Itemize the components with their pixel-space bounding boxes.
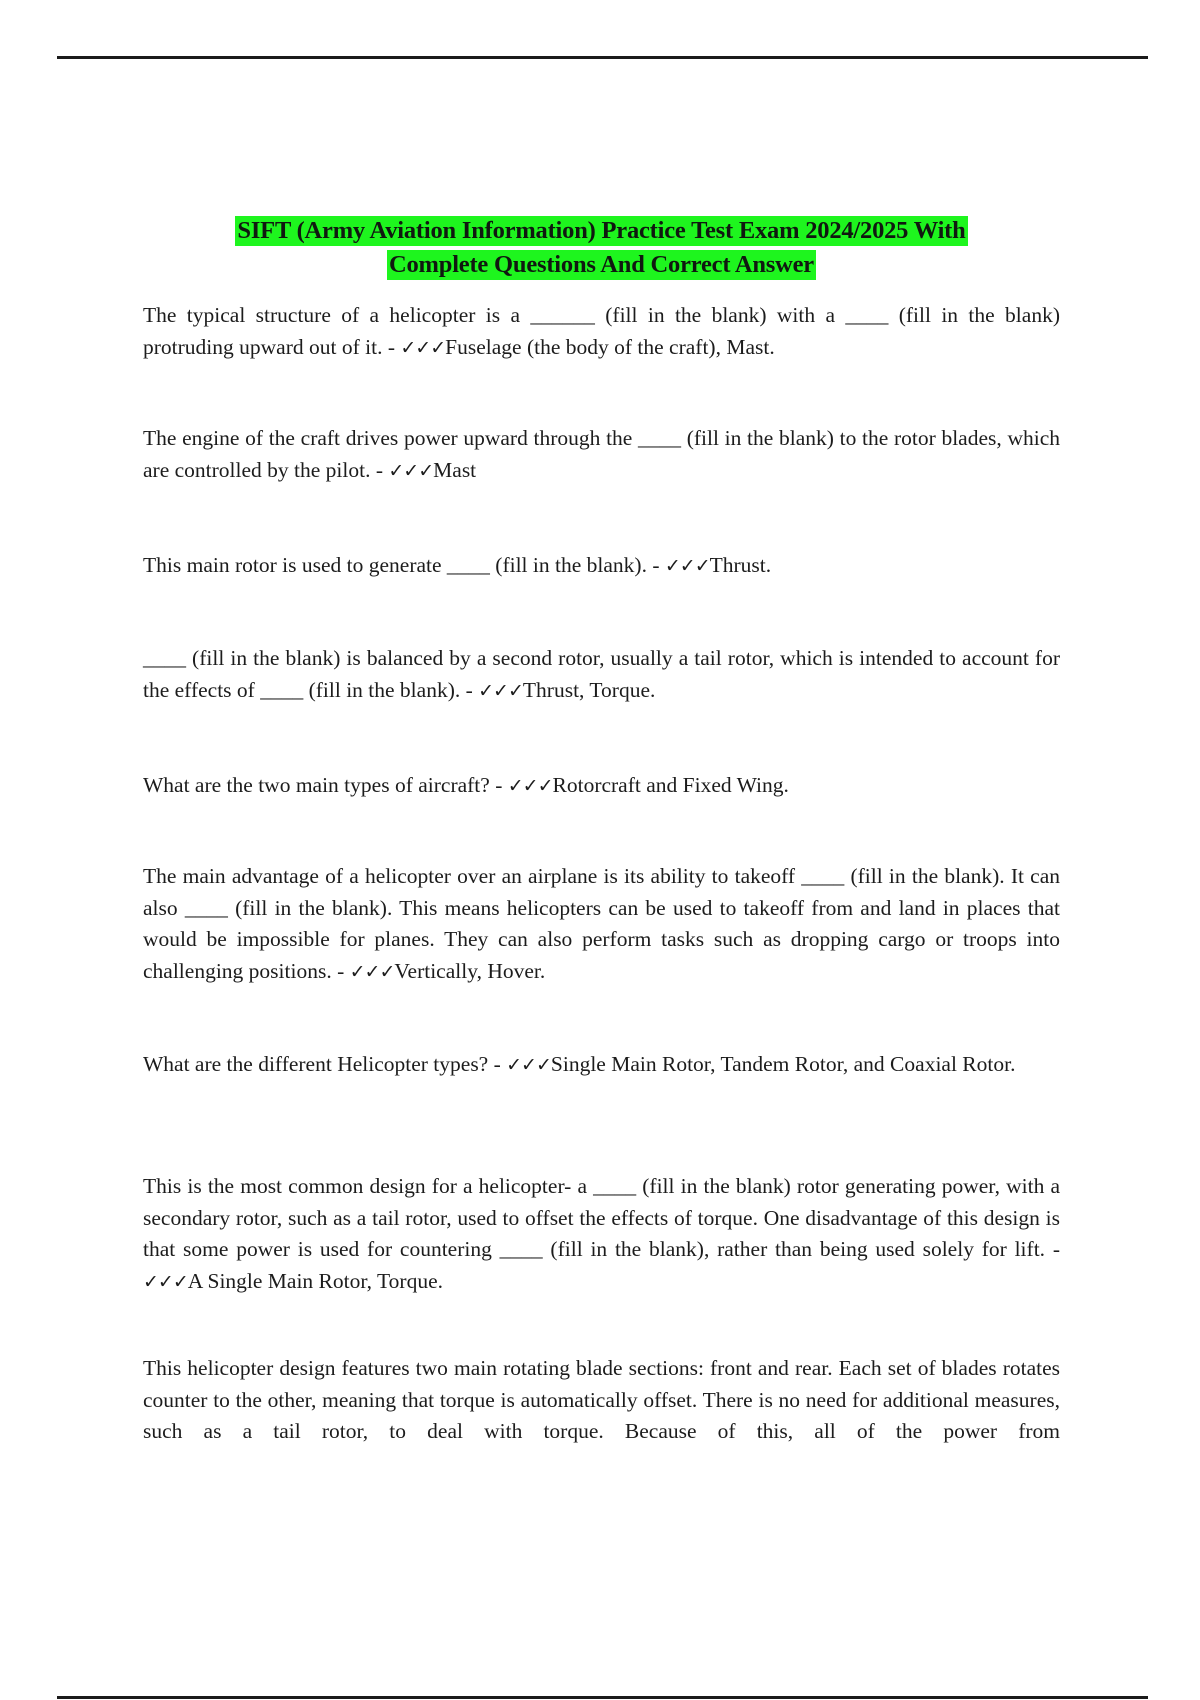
question-text: What are the two main types of aircraft? - — [143, 773, 508, 797]
answer-text: Fuselage (the body of the craft), Mast. — [445, 334, 775, 359]
question-text: ____ (fill in the blank) is balanced by a second rotor, usually a tail rotor, which is intended to account for the effects of ____ (fill in the blank). - — [143, 646, 1060, 702]
qa-item-2 — [143, 423, 1060, 487]
question-text: This helicopter design features two main rotating blade sections: front and rear. Each set of blades rotates counter to the other, meaning that torque is automatically offset. There is no need for additional measures, such as a tail rotor, to deal with torque. Because of this, all of the power from — [143, 1356, 1060, 1443]
answer-text: Thrust. — [709, 553, 772, 577]
qa-item-3 — [143, 550, 1060, 583]
check-marks-icon: ✓✓✓ — [143, 1270, 188, 1293]
question-text: This is the most common design for a helicopter- a ____ (fill in the blank) rotor generating power, with a secondary rotor, such as a tail rotor, used to offset the effects of torque. One disadvantage of this design is that some power is used for countering ____ (fill in the blank), rather than being used solely for lift. - — [143, 1174, 1060, 1261]
answer-text: Single Main Rotor, Tandem Rotor, and Coaxial Rotor. — [550, 1052, 1016, 1076]
check-marks-icon: ✓✓✓ — [478, 679, 523, 702]
qa-item-1 — [143, 300, 1060, 364]
qa-item-4 — [143, 643, 1060, 707]
check-marks-icon: ✓✓✓ — [506, 1054, 551, 1076]
qa-item-5 — [143, 770, 1060, 803]
check-marks-icon: ✓✓✓ — [349, 960, 395, 983]
question-text: The main advantage of a helicopter over an airplane is its ability to takeoff ____ (fill in the blank). It can also ____ (fill in the blank). This means helicopters can be used to takeoff from and land in places that would be impossible for planes. They can also perform tasks such as dropping cargo or troops into challenging positions. - — [143, 864, 1060, 983]
question-text: What are the different Helicopter types? - — [143, 1052, 507, 1076]
question-text: The typical structure of a helicopter is a ______ (fill in the blank) with a ____ (fill in the blank) protruding upward out of it. - — [143, 303, 1060, 359]
qa-item-8 — [143, 1171, 1060, 1298]
qa-item-9 — [143, 1353, 1060, 1448]
answer-text: Vertically, Hover. — [394, 958, 546, 983]
check-marks-icon: ✓✓✓ — [664, 555, 710, 577]
check-marks-icon: ✓✓✓ — [507, 775, 553, 797]
footer-rule — [57, 1696, 1148, 1699]
header-rule — [57, 56, 1148, 59]
answer-text: Thrust, Torque. — [522, 677, 656, 702]
answer-text: Rotorcraft and Fixed Wing. — [552, 773, 789, 797]
document-title — [143, 214, 1060, 282]
check-marks-icon: ✓✓✓ — [388, 459, 434, 482]
question-text: The engine of the craft drives power upward through the ____ (fill in the blank) to the rotor blades, which are controlled by the pilot. - — [143, 426, 1060, 482]
qa-item-7 — [143, 1049, 1060, 1082]
question-text: This main rotor is used to generate ____ (fill in the blank). - — [143, 553, 665, 577]
check-marks-icon: ✓✓✓ — [400, 336, 446, 359]
title-line-1: SIFT (Army Aviation Information) Practice Test Exam 2024/2025 With — [237, 217, 966, 244]
qa-item-6 — [143, 861, 1060, 988]
title-line-2: Complete Questions And Correct Answer — [389, 251, 814, 278]
answer-text: A Single Main Rotor, Torque. — [187, 1268, 443, 1293]
answer-text: Mast — [433, 457, 477, 482]
